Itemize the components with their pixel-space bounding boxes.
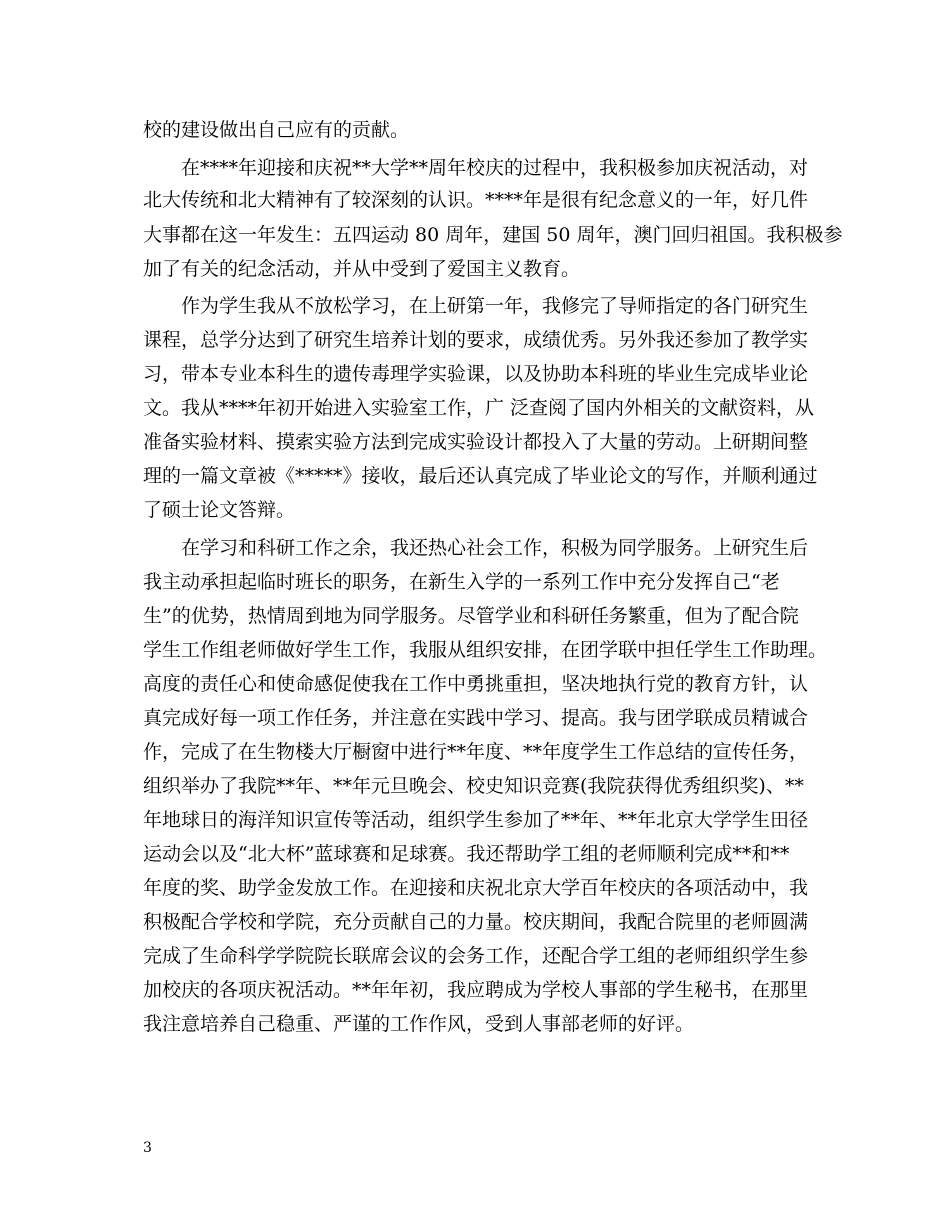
text-line: 真完成好每一项工作任务，并注意在实践中学习、提高。我与团学联成员精诚合 [143, 707, 809, 729]
text-line: 我主动承担起临时班长的职务，在新生入学的一系列工作中充分发挥自己“老 [143, 571, 780, 593]
text-line: 学生工作组老师做好学生工作，我服从组织安排，在团学联中担任学生工作助理。 [143, 639, 828, 661]
text-line: 课程，总学分达到了研究生培养计划的要求，成绩优秀。另外我还参加了教学实 [143, 329, 809, 351]
text-line: 习，带本专业本科生的遗传毒理学实验课，以及协助本科班的毕业生完成毕业论 [143, 363, 809, 385]
paragraph-start-line: 作为学生我从不放松学习，在上研第一年，我修完了导师指定的各门研究生 [181, 295, 809, 317]
text-line: 校的建设做出自己应有的贡献。 [143, 119, 410, 141]
text-line: 准备实验材料、摸索实验方法到完成实验设计都投入了大量的劳动。上研期间整 [143, 431, 809, 453]
text-line: 加了有关的纪念活动，并从中受到了爱国主义教育。 [143, 258, 581, 280]
text-line: 运动会以及“北大杯”蓝球赛和足球赛。我还帮助学工组的老师顺利完成**和** [143, 843, 790, 865]
text-line: 我注意培养自己稳重、严谨的工作作风，受到人事部老师的好评。 [143, 1013, 695, 1035]
text-line: 大事都在这一年发生：五四运动 80 周年，建国 50 周年，澳门回归祖国。我积极参 [143, 224, 843, 246]
text-line: 组织举办了我院**年、**年元旦晚会、校史知识竞赛(我院获得优秀组织奖)、** [143, 775, 804, 797]
text-line: 积极配合学校和学院，充分贡献自己的力量。校庆期间，我配合院里的老师圆满 [143, 911, 809, 933]
text-line: 加校庆的各项庆祝活动。**年年初，我应聘成为学校人事部的学生秘书，在那里 [143, 979, 809, 1001]
text-line: 完成了生命科学学院院长联席会议的会务工作，还配合学工组的老师组织学生参 [143, 945, 809, 967]
text-line: 作，完成了在生物楼大厅橱窗中进行**年度、**年度学生工作总结的宣传任务， [143, 741, 809, 763]
text-line: 北大传统和北大精神有了较深刻的认识。****年是很有纪念意义的一年，好几件 [143, 189, 809, 211]
page-number: 3 [143, 1140, 152, 1156]
text-line: 生”的优势，热情周到地为同学服务。尽管学业和科研任务繁重，但为了配合院 [143, 605, 799, 627]
text-line: 文。我从****年初开始进入实验室工作，广 泛查阅了国内外相关的文献资料，从 [143, 397, 815, 419]
paragraph-start-line: 在****年迎接和庆祝**大学**周年校庆的过程中，我积极参加庆祝活动，对 [181, 157, 809, 179]
text-line: 理的一篇文章被《*****》接收，最后还认真完成了毕业论文的写作，并顺利通过 [143, 465, 818, 487]
text-line: 年地球日的海洋知识宣传等活动，组织学生参加了**年、**年北京大学学生田径 [143, 809, 809, 831]
text-line: 了硕士论文答辩。 [143, 499, 296, 521]
text-line: 年度的奖、助学金发放工作。在迎接和庆祝北京大学百年校庆的各项活动中，我 [143, 877, 809, 899]
text-line: 高度的责任心和使命感促使我在工作中勇挑重担，坚决地执行党的教育方针，认 [143, 673, 809, 695]
paragraph-start-line: 在学习和科研工作之余，我还热心社会工作，积极为同学服务。上研究生后 [181, 537, 809, 559]
